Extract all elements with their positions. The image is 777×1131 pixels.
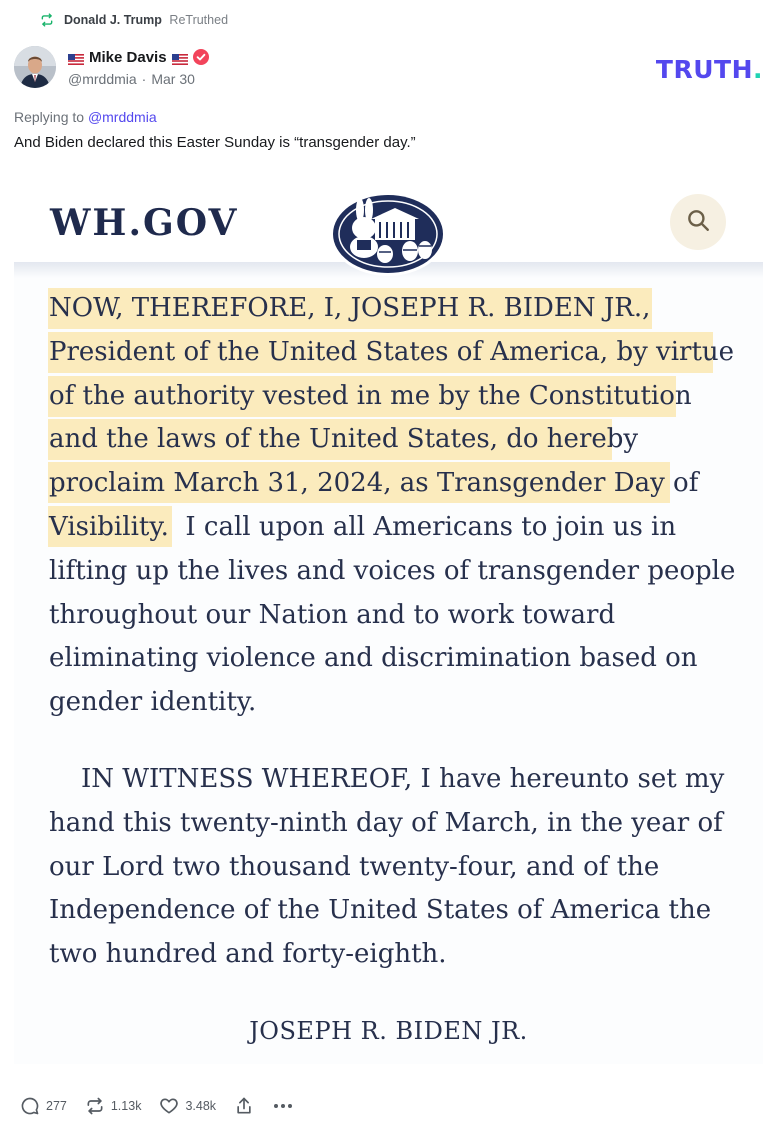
truth-logo[interactable]: TRUTH. — [655, 55, 763, 84]
flag-icon — [68, 52, 84, 63]
retruth-button[interactable] — [85, 1096, 142, 1116]
text-line: IN WITNESS WHEREOF, I have hereunto set my — [81, 764, 725, 794]
text-line: of the authority vested in me by the Constitution — [49, 380, 692, 411]
wh-site-title: WH.GOV — [50, 202, 239, 244]
share-icon — [234, 1096, 254, 1116]
replying-to-handle[interactable]: @mrddmia — [87, 109, 157, 125]
easter-seal-logo — [327, 188, 449, 278]
post-author — [68, 47, 209, 87]
text-line: gender identity. — [49, 687, 257, 718]
retruth-icon — [85, 1096, 105, 1116]
replying-to — [14, 109, 157, 125]
retruth-icon — [38, 11, 56, 29]
retruth-count: 1.13k — [110, 1099, 142, 1113]
author-handle[interactable]: @mrddmia — [68, 71, 137, 87]
proclamation-paragraph — [49, 287, 739, 725]
share-button[interactable] — [234, 1096, 254, 1116]
text-line: Independence of the United States of America the — [49, 895, 712, 926]
highlighted-text: Visibility. — [49, 511, 169, 542]
post-image[interactable] — [14, 174, 763, 1064]
retruth-header — [38, 11, 228, 29]
signature: JOSEPH R. BIDEN JR. — [249, 1017, 528, 1045]
retruth-user[interactable]: Donald J. Trump — [64, 13, 162, 27]
text-line: throughout our Nation and to work toward — [49, 599, 616, 630]
meta-separator: · — [141, 71, 147, 87]
text-line: lifting up the lives and voices of transgender people — [49, 555, 736, 586]
replying-to-label: Replying to — [14, 109, 85, 125]
text-line: hand this twenty-ninth day of March, in the year of — [49, 807, 723, 838]
more-button[interactable] — [272, 1096, 294, 1116]
retruth-action: ReTruthed — [169, 13, 229, 27]
text-line: President of the United States of America, by virtue — [49, 336, 735, 367]
verified-icon — [193, 49, 209, 65]
text-continuation: I call upon all Americans to join us in — [185, 511, 677, 542]
text-line: two hundred and forty-eighth. — [49, 939, 447, 970]
action-bar — [20, 1094, 312, 1118]
reply-icon — [20, 1096, 40, 1116]
avatar[interactable] — [14, 46, 56, 88]
search-button[interactable] — [670, 194, 726, 250]
text-line: NOW, THEREFORE, I, JOSEPH R. BIDEN JR., — [49, 293, 651, 323]
heart-icon — [159, 1096, 179, 1116]
flag-icon — [172, 52, 188, 63]
text-line — [49, 506, 739, 550]
like-button[interactable] — [159, 1096, 216, 1116]
like-count: 3.48k — [185, 1099, 217, 1113]
more-icon — [272, 1096, 294, 1116]
author-name[interactable]: Mike Davis — [89, 48, 167, 66]
post-date[interactable]: Mar 30 — [151, 71, 195, 87]
text-line: proclaim March 31, 2024, as Transgender Day of — [49, 468, 699, 499]
search-icon — [685, 207, 711, 238]
text-line: eliminating violence and discrimination based on — [49, 643, 698, 674]
text-line: our Lord two thousand twenty-four, and of the — [49, 851, 660, 882]
reply-button[interactable] — [20, 1096, 67, 1116]
text-line: and the laws of the United States, do hereby — [49, 424, 639, 455]
reply-count: 277 — [46, 1099, 67, 1113]
post-text: And Biden declared this Easter Sunday is “transgender day.” — [14, 134, 416, 151]
witness-paragraph — [49, 758, 739, 977]
